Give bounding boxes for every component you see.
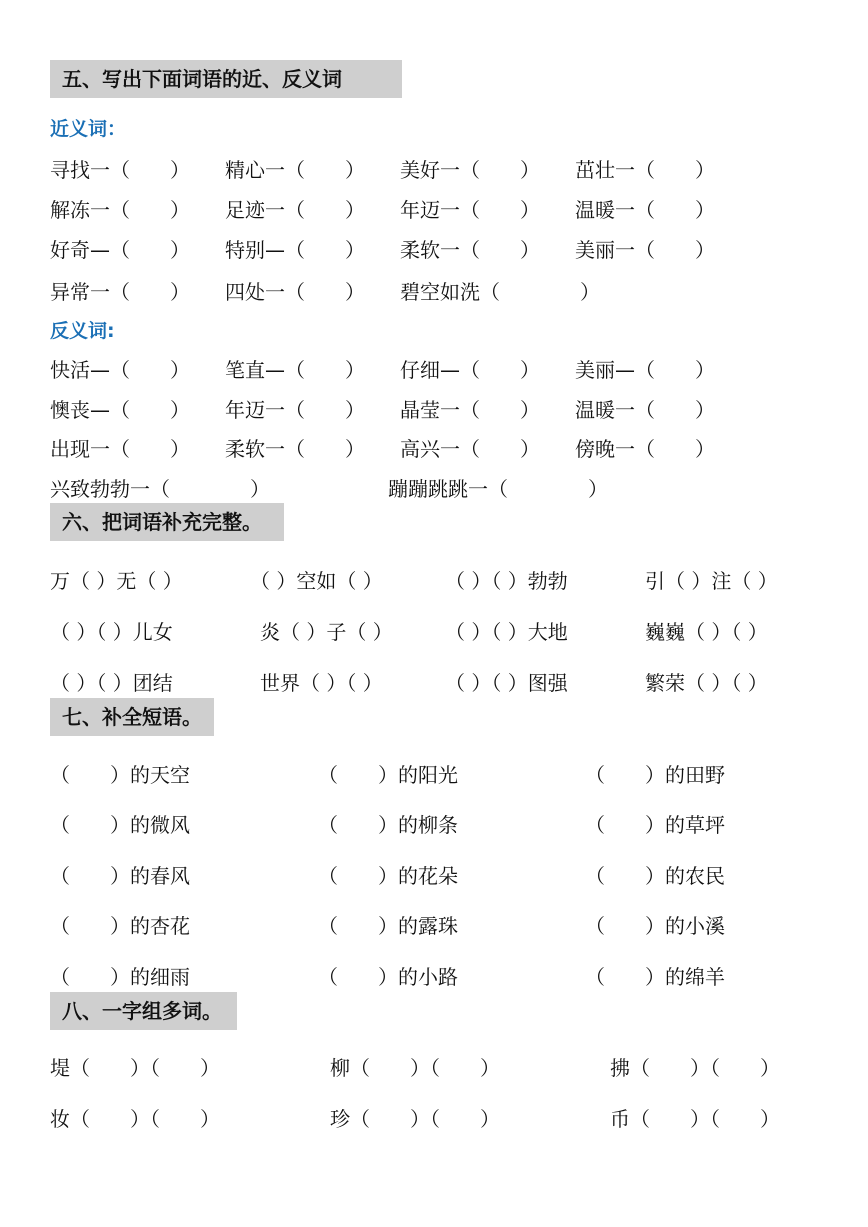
antonym-item: 傍晚一（ ） bbox=[575, 437, 715, 461]
phrase-item: （ ）的阳光 bbox=[318, 763, 458, 787]
idiom-item: 巍巍（ ）（ ） bbox=[645, 620, 768, 644]
synonym-item: 碧空如洗（ ） bbox=[400, 280, 600, 304]
phrase-item: （ ）的露珠 bbox=[318, 914, 458, 938]
antonym-item: 仔细—（ ） bbox=[400, 358, 540, 382]
idiom-item: （ ）空如（ ） bbox=[250, 569, 383, 593]
antonym-item: 晶莹一（ ） bbox=[400, 398, 540, 422]
word-group-item: 妆（ ）（ ） bbox=[50, 1107, 220, 1131]
idiom-item: 炎（ ）子（ ） bbox=[260, 620, 393, 644]
synonym-item: 年迈一（ ） bbox=[400, 198, 540, 222]
idiom-item: 引（ ）注（ ） bbox=[645, 569, 778, 593]
word-group-item: 柳（ ）（ ） bbox=[330, 1056, 500, 1080]
idiom-item: 世界（ ）（ ） bbox=[260, 671, 383, 695]
phrase-item: （ ）的天空 bbox=[50, 763, 190, 787]
idiom-item: （ ）（ ）勃勃 bbox=[445, 569, 568, 593]
phrase-item: （ ）的绵羊 bbox=[585, 965, 725, 989]
antonym-item: 笔直—（ ） bbox=[225, 358, 365, 382]
antonym-item: 懊丧—（ ） bbox=[50, 398, 190, 422]
synonym-item: 柔软一（ ） bbox=[400, 238, 540, 262]
antonym-item: 美丽—（ ） bbox=[575, 358, 715, 382]
antonym-label: 反义词: bbox=[50, 320, 115, 342]
antonym-item: 蹦蹦跳跳一（ ） bbox=[388, 477, 608, 501]
phrase-item: （ ）的草坪 bbox=[585, 813, 725, 837]
idiom-item: 繁荣（ ）（ ） bbox=[645, 671, 768, 695]
idiom-item: （ ）（ ）儿女 bbox=[50, 620, 173, 644]
synonym-item: 足迹一（ ） bbox=[225, 198, 365, 222]
section-5-title: 五、写出下面词语的近、反义词 bbox=[50, 60, 402, 98]
synonym-item: 美好一（ ） bbox=[400, 158, 540, 182]
phrase-item: （ ）的小路 bbox=[318, 965, 458, 989]
synonym-item: 寻找一（ ） bbox=[50, 158, 190, 182]
idiom-item: （ ）（ ）大地 bbox=[445, 620, 568, 644]
word-group-item: 珍（ ）（ ） bbox=[330, 1107, 500, 1131]
section-8-title: 八、一字组多词。 bbox=[50, 992, 237, 1030]
phrase-item: （ ）的田野 bbox=[585, 763, 725, 787]
phrase-item: （ ）的花朵 bbox=[318, 864, 458, 888]
section-6-title: 六、把词语补充完整。 bbox=[50, 503, 284, 541]
idiom-item: （ ）（ ）团结 bbox=[50, 671, 173, 695]
antonym-item: 高兴一（ ） bbox=[400, 437, 540, 461]
synonym-item: 茁壮一（ ） bbox=[575, 158, 715, 182]
synonym-item: 四处一（ ） bbox=[225, 280, 365, 304]
word-group-item: 拂（ ）（ ） bbox=[610, 1056, 780, 1080]
section-7-title: 七、补全短语。 bbox=[50, 698, 214, 736]
phrase-item: （ ）的微风 bbox=[50, 813, 190, 837]
synonym-label: 近义词： bbox=[50, 118, 127, 140]
idiom-item: （ ）（ ）图强 bbox=[445, 671, 568, 695]
synonym-item: 温暖一（ ） bbox=[575, 198, 715, 222]
antonym-item: 柔软一（ ） bbox=[225, 437, 365, 461]
phrase-item: （ ）的杏花 bbox=[50, 914, 190, 938]
phrase-item: （ ）的细雨 bbox=[50, 965, 190, 989]
word-group-item: 堤（ ）（ ） bbox=[50, 1056, 220, 1080]
synonym-item: 特别—（ ） bbox=[225, 238, 365, 262]
phrase-item: （ ）的柳条 bbox=[318, 813, 458, 837]
synonym-item: 精心一（ ） bbox=[225, 158, 365, 182]
antonym-item: 温暖一（ ） bbox=[575, 398, 715, 422]
idiom-item: 万（ ）无（ ） bbox=[50, 569, 183, 593]
synonym-item: 好奇—（ ） bbox=[50, 238, 190, 262]
antonym-item: 兴致勃勃一（ ） bbox=[50, 477, 270, 501]
synonym-item: 解冻一（ ） bbox=[50, 198, 190, 222]
synonym-item: 美丽一（ ） bbox=[575, 238, 715, 262]
antonym-item: 快活—（ ） bbox=[50, 358, 190, 382]
antonym-item: 年迈一（ ） bbox=[225, 398, 365, 422]
synonym-item: 异常一（ ） bbox=[50, 280, 190, 304]
antonym-item: 出现一（ ） bbox=[50, 437, 190, 461]
phrase-item: （ ）的小溪 bbox=[585, 914, 725, 938]
phrase-item: （ ）的春风 bbox=[50, 864, 190, 888]
phrase-item: （ ）的农民 bbox=[585, 864, 725, 888]
word-group-item: 币（ ）（ ） bbox=[610, 1107, 780, 1131]
